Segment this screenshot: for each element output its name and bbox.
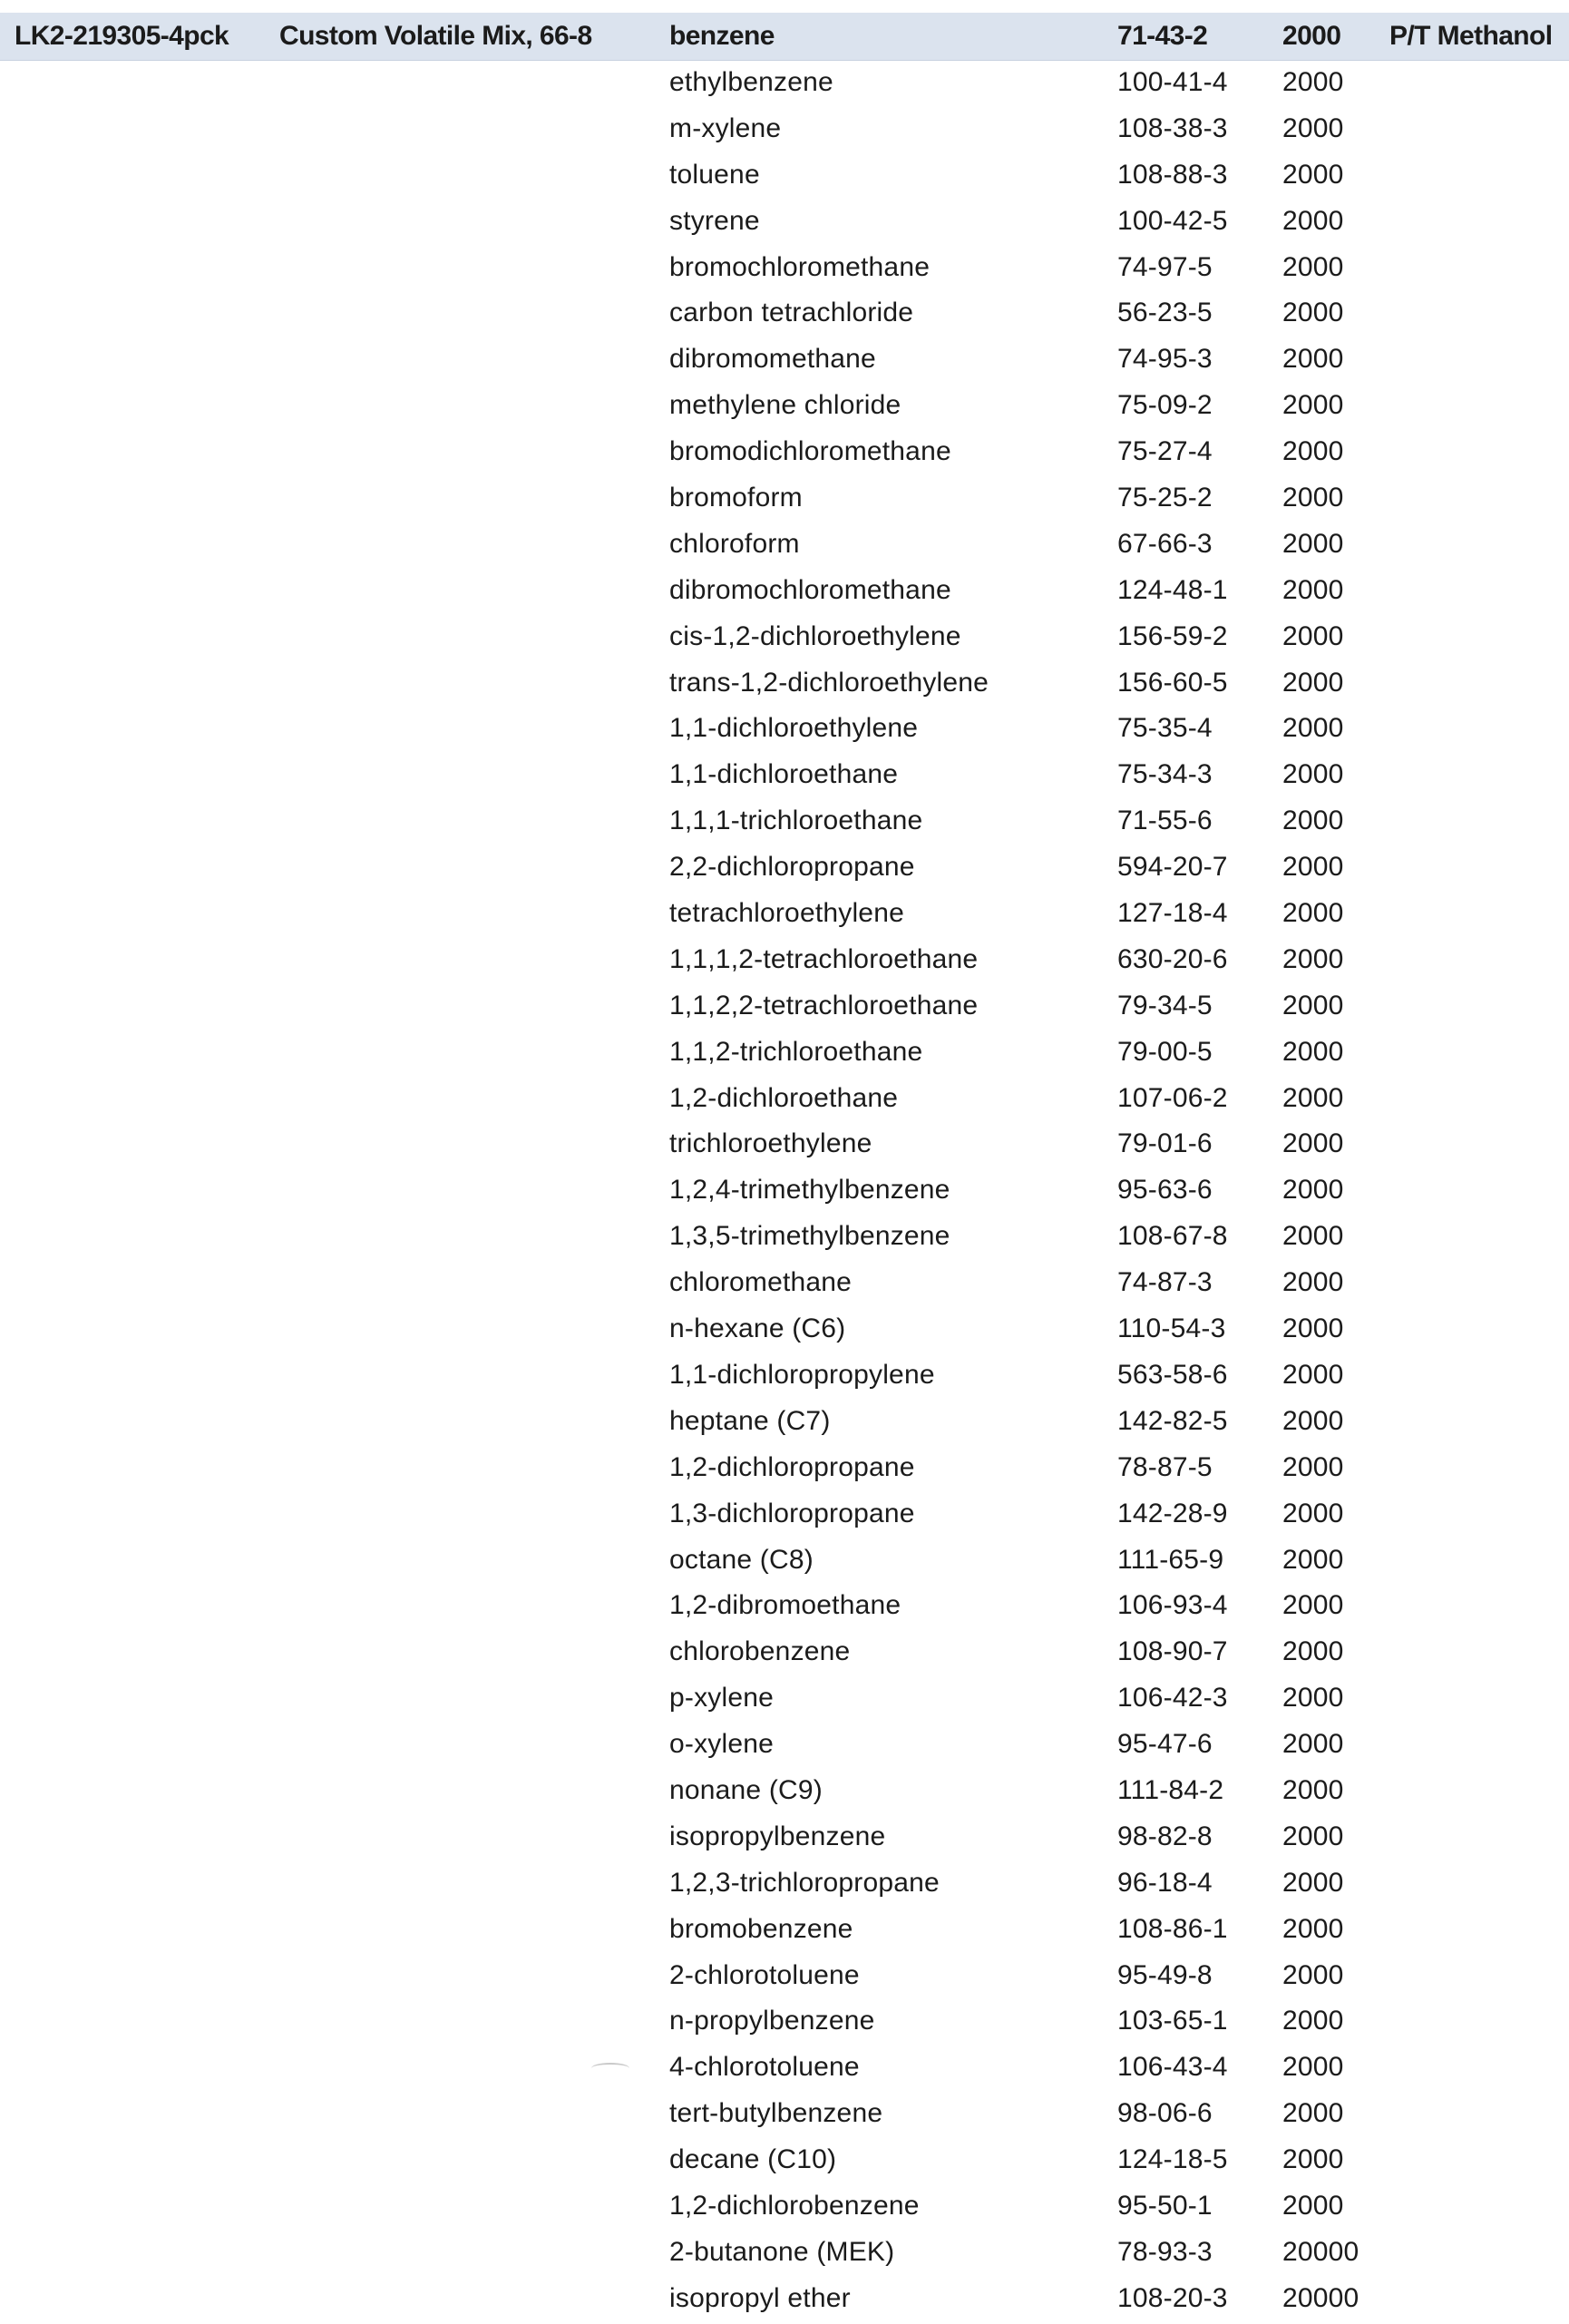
cas-number: 111-65-9 — [1117, 1544, 1224, 1575]
cas-number: 79-34-5 — [1117, 990, 1213, 1020]
cas-number: 630-20-6 — [1117, 943, 1228, 974]
table-row — [0, 1585, 1569, 1631]
compound-name: 4-chlorotoluene — [669, 2052, 860, 2083]
table-row — [0, 62, 1569, 108]
compound-name: octane (C8) — [669, 1544, 814, 1575]
compound-name: 1,2-dichloroethane — [669, 1082, 899, 1113]
concentration: 2000 — [1282, 990, 1344, 1020]
compound-name: bromodichloromethane — [669, 436, 951, 467]
mix-header-row — [0, 13, 1569, 61]
cas-number: 95-47-6 — [1117, 1729, 1213, 1760]
compound-name: 2-butanone (MEK) — [669, 2236, 895, 2267]
cas-number: 78-87-5 — [1117, 1451, 1213, 1482]
cas-number: 74-97-5 — [1117, 251, 1213, 282]
cas-number: 111-84-2 — [1117, 1774, 1224, 1805]
concentration: 2000 — [1282, 713, 1344, 744]
concentration: 2000 — [1282, 112, 1344, 143]
concentration: 2000 — [1282, 2098, 1344, 2129]
compound-name: bromobenzene — [669, 1913, 853, 1944]
table-row — [0, 1354, 1569, 1401]
cas-number: 103-65-1 — [1117, 2006, 1228, 2036]
compound-name: m-xylene — [669, 112, 782, 143]
compound-name: 1,1,2,2-tetrachloroethane — [669, 990, 979, 1020]
mix-description: Custom Volatile Mix, 66-8 — [279, 21, 592, 51]
cas-number: 142-82-5 — [1117, 1405, 1228, 1436]
concentration: 2000 — [1282, 1821, 1344, 1851]
concentration: 2000 — [1282, 1774, 1344, 1805]
concentration: 2000 — [1282, 1359, 1344, 1390]
cas-number: 156-60-5 — [1117, 667, 1228, 698]
concentration: 2000 — [1282, 574, 1344, 605]
cas-number: 98-82-8 — [1117, 1821, 1213, 1851]
table-row — [0, 2139, 1569, 2185]
concentration: 2000 — [1282, 528, 1344, 559]
table-row — [0, 247, 1569, 293]
compound-name: o-xylene — [669, 1729, 774, 1760]
concentration: 2000 — [1282, 1913, 1344, 1944]
table-row — [0, 1401, 1569, 1447]
table-row — [0, 200, 1569, 247]
cas-number: 95-63-6 — [1117, 1175, 1213, 1206]
table-row — [0, 1816, 1569, 1862]
compound-name: nonane (C9) — [669, 1774, 823, 1805]
cas-number: 96-18-4 — [1117, 1867, 1213, 1898]
concentration: 2000 — [1282, 436, 1344, 467]
concentration: 2000 — [1282, 67, 1344, 97]
compound-name: carbon tetrachloride — [669, 298, 914, 328]
compound-name: decane (C10) — [669, 2144, 837, 2175]
concentration: 2000 — [1282, 251, 1344, 282]
concentration: 2000 — [1282, 667, 1344, 698]
table-row — [0, 662, 1569, 708]
table-row — [0, 1631, 1569, 1677]
compound-name: tetrachloroethylene — [669, 898, 904, 929]
compound-name: dibromochloromethane — [669, 574, 951, 605]
table-row — [0, 2278, 1569, 2324]
concentration: 2000 — [1282, 1498, 1344, 1528]
concentration: 2000 — [1282, 390, 1344, 421]
concentration: 2000 — [1282, 1729, 1344, 1760]
compound-name: cis-1,2-dichloroethylene — [669, 620, 961, 651]
cas-number: 75-35-4 — [1117, 713, 1213, 744]
table-row — [0, 1770, 1569, 1816]
compound-name: 1,1,1-trichloroethane — [669, 806, 923, 836]
table-row — [0, 2093, 1569, 2139]
cas-number: 100-41-4 — [1117, 67, 1228, 97]
table-row — [0, 1862, 1569, 1909]
lot-number: LK2-219305-4pck — [15, 21, 229, 51]
table-row — [0, 1169, 1569, 1216]
concentration: 2000 — [1282, 852, 1344, 883]
table-row — [0, 1955, 1569, 2001]
table-row — [0, 985, 1569, 1031]
cas-number: 75-25-2 — [1117, 483, 1213, 513]
compound-name: isopropylbenzene — [669, 1821, 886, 1851]
concentration: 2000 — [1282, 943, 1344, 974]
table-row — [0, 1216, 1569, 1262]
concentration: 2000 — [1282, 1128, 1344, 1159]
table-row — [0, 1262, 1569, 1308]
compound-name: methylene chloride — [669, 390, 901, 421]
compound-name: trichloroethylene — [669, 1128, 872, 1159]
concentration: 2000 — [1282, 1221, 1344, 1252]
cas-number: 124-48-1 — [1117, 574, 1228, 605]
concentration: 2000 — [1282, 298, 1344, 328]
compound-name: 1,2-dichlorobenzene — [669, 2190, 920, 2221]
cas-number: 74-87-3 — [1117, 1267, 1213, 1298]
compound-name: 1,1,2-trichloroethane — [669, 1036, 923, 1067]
concentration: 2000 — [1282, 898, 1344, 929]
table-row — [0, 2231, 1569, 2278]
concentration: 2000 — [1282, 1082, 1344, 1113]
concentration: 2000 — [1282, 1451, 1344, 1482]
cas-number: 156-59-2 — [1117, 620, 1228, 651]
concentration: 2000 — [1282, 344, 1344, 375]
table-row — [0, 385, 1569, 431]
cas-number: 95-49-8 — [1117, 1959, 1213, 1990]
compound-name: 1,1-dichloropropylene — [669, 1359, 935, 1390]
compound-name: dibromomethane — [669, 344, 876, 375]
concentration: 2000 — [1282, 759, 1344, 790]
compound-name: 1,2,4-trimethylbenzene — [669, 1175, 950, 1206]
table-row — [0, 338, 1569, 385]
table-row — [0, 477, 1569, 523]
cas-number: 98-06-6 — [1117, 2098, 1213, 2129]
cas-number: 79-00-5 — [1117, 1036, 1213, 1067]
cas-number: 108-38-3 — [1117, 112, 1228, 143]
compound-name: toluene — [669, 159, 760, 190]
cas-number: 75-27-4 — [1117, 436, 1213, 467]
compound-name: 2,2-dichloropropane — [669, 852, 915, 883]
table-row — [0, 1909, 1569, 1955]
table-row — [0, 616, 1569, 662]
cas-number: 67-66-3 — [1117, 528, 1213, 559]
table-row — [0, 431, 1569, 477]
cas-number: 74-95-3 — [1117, 344, 1213, 375]
cas-number: 106-42-3 — [1117, 1683, 1228, 1714]
cas-number: 127-18-4 — [1117, 898, 1228, 929]
compound-list — [0, 62, 1569, 2324]
concentration: 20000 — [1282, 2282, 1359, 2313]
compound-name: 1,1-dichloroethane — [669, 759, 899, 790]
concentration: 2000 — [1282, 2190, 1344, 2221]
concentration: 2000 — [1282, 1959, 1344, 1990]
concentration: 2000 — [1282, 1683, 1344, 1714]
compound-name: 1,1-dichloroethylene — [669, 713, 919, 744]
cas-number: 79-01-6 — [1117, 1128, 1213, 1159]
cas-number: 78-93-3 — [1117, 2236, 1213, 2267]
compound-name: chloromethane — [669, 1267, 853, 1298]
concentration: 2000 — [1282, 1544, 1344, 1575]
table-row — [0, 108, 1569, 154]
table-row — [0, 2185, 1569, 2231]
compound-name: p-xylene — [669, 1683, 774, 1714]
solvent: P/T Methanol — [1389, 21, 1553, 51]
table-row — [0, 800, 1569, 846]
compound-name: tert-butylbenzene — [669, 2098, 883, 2129]
concentration: 2000 — [1282, 1636, 1344, 1667]
table-row — [0, 708, 1569, 754]
compound-name: chloroform — [669, 528, 800, 559]
cas-number: 71-43-2 — [1117, 21, 1208, 51]
cas-number: 108-20-3 — [1117, 2282, 1228, 2313]
concentration: 2000 — [1282, 159, 1344, 190]
cas-number: 142-28-9 — [1117, 1498, 1228, 1528]
compound-name: 2-chlorotoluene — [669, 1959, 860, 1990]
cas-number: 594-20-7 — [1117, 852, 1228, 883]
compound-name: trans-1,2-dichloroethylene — [669, 667, 989, 698]
cas-number: 110-54-3 — [1117, 1313, 1226, 1344]
compound-name: benzene — [669, 21, 775, 51]
concentration: 2000 — [1282, 620, 1344, 651]
compound-name: ethylbenzene — [669, 67, 833, 97]
table-row — [0, 2046, 1569, 2093]
compound-name: 1,2,3-trichloropropane — [669, 1867, 940, 1898]
compound-name: styrene — [669, 205, 760, 236]
cas-number: 563-58-6 — [1117, 1359, 1228, 1390]
table-row — [0, 1723, 1569, 1770]
compound-name: 1,2-dibromoethane — [669, 1590, 901, 1621]
concentration: 2000 — [1282, 1175, 1344, 1206]
table-row — [0, 754, 1569, 800]
cas-number: 56-23-5 — [1117, 298, 1213, 328]
compound-name: n-hexane (C6) — [669, 1313, 846, 1344]
cas-number: 75-34-3 — [1117, 759, 1213, 790]
cas-number: 75-09-2 — [1117, 390, 1213, 421]
cas-number: 107-06-2 — [1117, 1082, 1228, 1113]
cas-number: 71-55-6 — [1117, 806, 1213, 836]
cas-number: 108-88-3 — [1117, 159, 1228, 190]
concentration: 2000 — [1282, 205, 1344, 236]
table-row — [0, 523, 1569, 570]
table-row — [0, 570, 1569, 616]
table-row — [0, 1539, 1569, 1586]
table-row — [0, 893, 1569, 939]
cas-number: 108-67-8 — [1117, 1221, 1228, 1252]
concentration: 2000 — [1282, 1267, 1344, 1298]
concentration: 2000 — [1282, 1313, 1344, 1344]
concentration: 20000 — [1282, 2236, 1359, 2267]
cas-number: 106-43-4 — [1117, 2052, 1228, 2083]
scan-artifact — [591, 2063, 629, 2074]
compound-name: heptane (C7) — [669, 1405, 831, 1436]
table-row — [0, 1308, 1569, 1354]
concentration: 2000 — [1282, 1867, 1344, 1898]
cas-number: 106-93-4 — [1117, 1590, 1228, 1621]
concentration: 2000 — [1282, 21, 1341, 51]
compound-name: 1,3,5-trimethylbenzene — [669, 1221, 950, 1252]
compound-name: bromochloromethane — [669, 251, 931, 282]
concentration: 2000 — [1282, 2144, 1344, 2175]
cas-number: 108-86-1 — [1117, 1913, 1228, 1944]
compound-name: 1,2-dichloropropane — [669, 1451, 915, 1482]
table-row — [0, 939, 1569, 985]
compound-name: 1,1,1,2-tetrachloroethane — [669, 943, 979, 974]
compound-name: bromoform — [669, 483, 803, 513]
compound-name: chlorobenzene — [669, 1636, 851, 1667]
table-row — [0, 1078, 1569, 1124]
concentration: 2000 — [1282, 1590, 1344, 1621]
cas-number: 100-42-5 — [1117, 205, 1228, 236]
table-row — [0, 1447, 1569, 1493]
cas-number: 124-18-5 — [1117, 2144, 1228, 2175]
compound-name: n-propylbenzene — [669, 2006, 875, 2036]
cas-number: 95-50-1 — [1117, 2190, 1213, 2221]
table-row — [0, 292, 1569, 338]
concentration: 2000 — [1282, 806, 1344, 836]
table-row — [0, 2000, 1569, 2046]
table-row — [0, 154, 1569, 200]
compound-name: isopropyl ether — [669, 2282, 851, 2313]
table-row — [0, 1677, 1569, 1723]
table-row — [0, 1031, 1569, 1078]
compound-name: 1,3-dichloropropane — [669, 1498, 915, 1528]
concentration: 2000 — [1282, 1036, 1344, 1067]
concentration: 2000 — [1282, 1405, 1344, 1436]
table-row — [0, 1493, 1569, 1539]
table-row — [0, 1123, 1569, 1169]
cas-number: 108-90-7 — [1117, 1636, 1228, 1667]
concentration: 2000 — [1282, 2052, 1344, 2083]
table-row — [0, 846, 1569, 893]
concentration: 2000 — [1282, 483, 1344, 513]
concentration: 2000 — [1282, 2006, 1344, 2036]
